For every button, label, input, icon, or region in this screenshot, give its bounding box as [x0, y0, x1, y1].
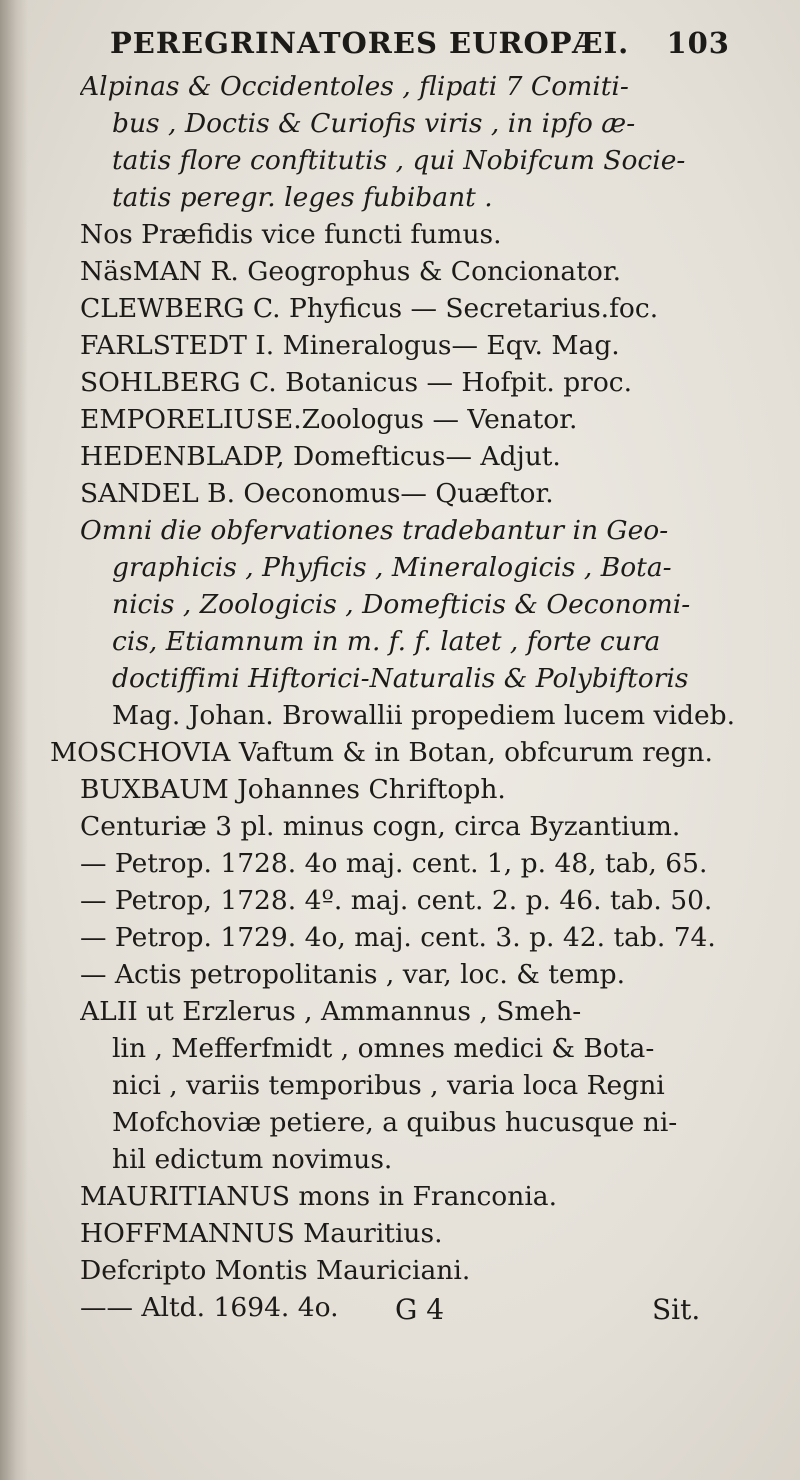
- gutter-shadow: [0, 0, 28, 1480]
- text-line: tatis peregr. leges fubibant .: [112, 182, 493, 213]
- text-line: lin , Mefferfmidt , omnes medici & Bota-: [112, 1033, 655, 1064]
- text-line: nicis , Zoologicis , Domefticis & Oeconomi-: [112, 589, 691, 620]
- text-line: BUXBAUM Johannes Chriftoph.: [80, 774, 506, 805]
- text-line: bus , Doctis & Curiofis viris , in ipfo æ-: [112, 108, 636, 139]
- running-head-title: PEREGRINATORES EUROPÆI.: [110, 26, 630, 60]
- text-line: Mag. Johan. Browallii propediem lucem videb.: [112, 700, 736, 731]
- text-line: cis, Etiamnum in m. f. f. latet , forte cura: [112, 626, 661, 657]
- text-line: SANDEL B. Oeconomus— Quæftor.: [80, 478, 554, 509]
- text-line: Nos Præfidis vice functi fumus.: [80, 219, 502, 250]
- running-head: [110, 18, 730, 68]
- text-line: hil edictum novimus.: [112, 1144, 393, 1175]
- text-line: Mofchoviæ petiere, a quibus hucusque ni-: [112, 1107, 678, 1138]
- text-line: MAURITIANUS mons in Franconia.: [80, 1181, 558, 1212]
- text-line: HEDENBLADP, Domefticus— Adjut.: [80, 441, 561, 472]
- text-line: Centuriæ 3 pl. minus cogn, circa Byzantium.: [80, 811, 681, 842]
- text-line: —— Altd. 1694. 4o.: [80, 1292, 339, 1323]
- text-line: CLEWBERG C. Phyficus — Secretarius.foc.: [80, 293, 659, 324]
- body-text: [50, 68, 770, 1326]
- text-line: — Petrop. 1728. 4o maj. cent. 1, p. 48, tab, 65.: [80, 848, 708, 879]
- footer-line: [0, 1283, 800, 1333]
- signature-mark: G 4: [395, 1293, 445, 1326]
- text-line: — Petrop. 1729. 4o, maj. cent. 3. p. 42. tab. 74.: [80, 922, 716, 953]
- text-line: Omni die obfervationes tradebantur in Geo-: [80, 515, 669, 546]
- text-line: Defcripto Montis Mauriciani.: [80, 1255, 471, 1286]
- page-number: 103: [666, 26, 730, 60]
- text-line: FARLSTEDT I. Mineralogus— Eqv. Mag.: [80, 330, 620, 361]
- text-line: MOSCHOVIA Vaftum & in Botan, obfcurum regn.: [50, 737, 713, 768]
- text-line: nici , variis temporibus , varia loca Regni: [112, 1070, 665, 1101]
- text-line: EMPORELIUSE.Zoologus — Venator.: [80, 404, 578, 435]
- text-line: HOFFMANNUS Mauritius.: [80, 1218, 443, 1249]
- text-line: NäsMAN R. Geogrophus & Concionator.: [80, 256, 622, 287]
- text-line: Alpinas & Occidentoles , flipati 7 Comiti-: [80, 71, 629, 102]
- catchword: Sit.: [652, 1293, 701, 1326]
- text-line: ALII ut Erzlerus , Ammannus , Smeh-: [80, 996, 582, 1027]
- text-line: — Actis petropolitanis , var, loc. & temp.: [80, 959, 626, 990]
- text-line: graphicis , Phyficis , Mineralogicis , Bota-: [112, 552, 672, 583]
- text-line: SOHLBERG C. Botanicus — Hofpit. proc.: [80, 367, 633, 398]
- text-line: — Petrop, 1728. 4º. maj. cent. 2. p. 46. tab. 50.: [80, 885, 713, 916]
- text-line: tatis flore conftitutis , qui Nobifcum Socie-: [112, 145, 686, 176]
- text-line: doctiffimi Hiftorici-Naturalis & Polybiftoris: [112, 663, 689, 694]
